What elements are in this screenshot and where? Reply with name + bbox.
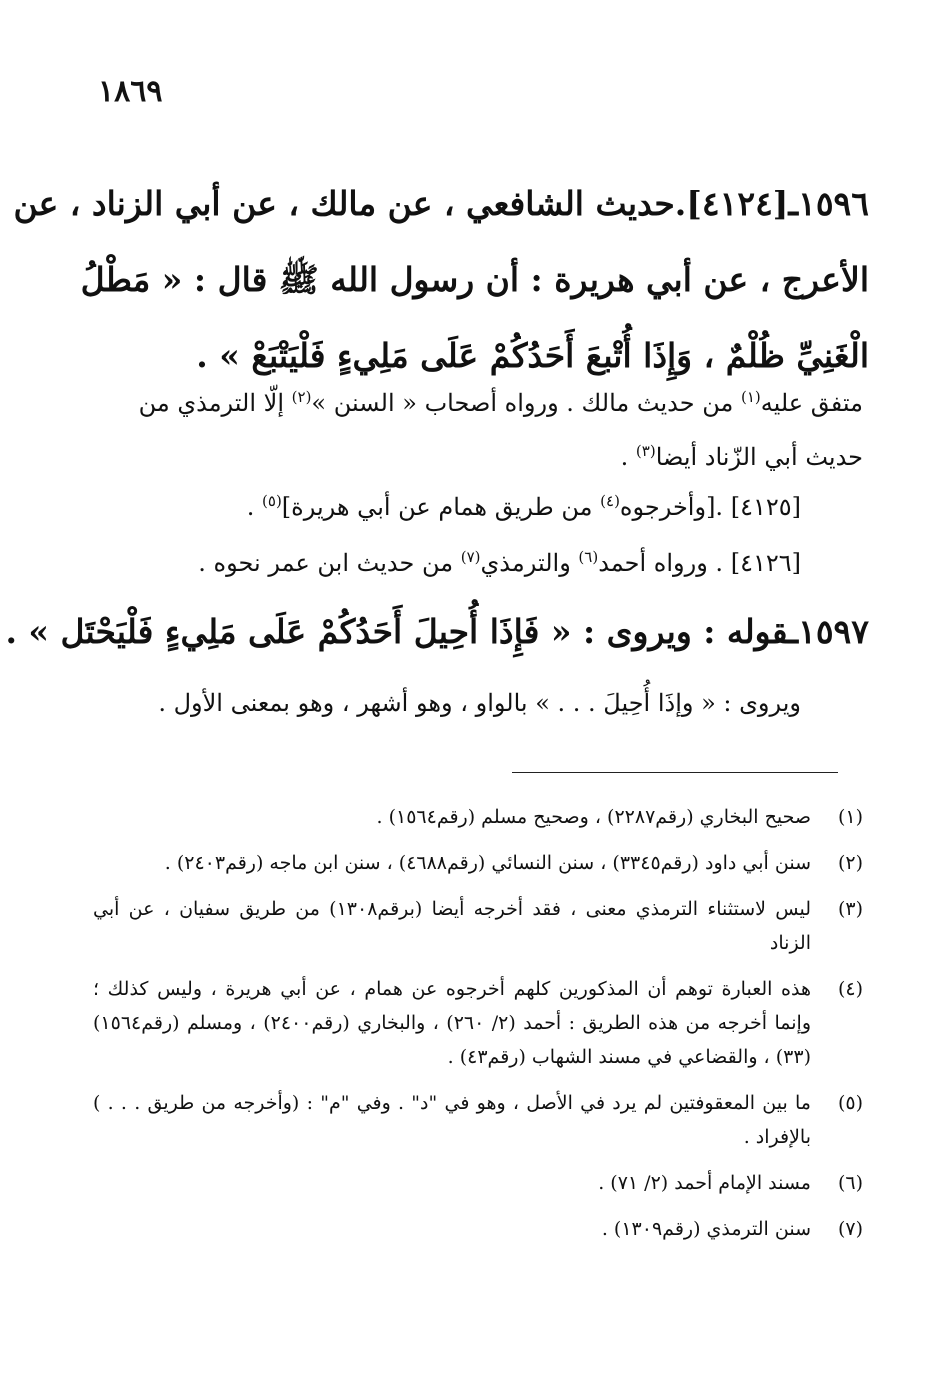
footnote-text: سنن أبي داود (رقم٣٣٤٥) ، سنن النسائي (رقم٤٦٨٨) ، سنن ابن ماجه (رقم٢٤٠٣) . [164,852,811,874]
footnote [93,1212,863,1246]
footnote-number: (٢) [837,852,863,874]
footnote-ref-6[interactable]: (٦) [578,548,599,566]
hadith-1597 [5,594,869,670]
footnote [93,800,863,834]
footnote-text: سنن الترمذي (رقم١٣٠٩) . [601,1218,811,1240]
footnote-number: (٥) [837,1092,863,1114]
hadith-1597-line-1: ١٥٩٧ـقوله : ويروى : « فَإِذَا أُحِيلَ أَحَدُكُمْ عَلَى مَلِيءٍ فَلْيَحْتَل » . [5,612,869,651]
footnote-text: هذه العبارة توهم أن المذكورين كلهم أخرجوه عن همام ، عن أبي هريرة ، وليس كذلك ؛ وإنما أخرجه من هذه الطريق : أحمد (٢/ ٢٦٠) ، والبخاري (رقم٢٤٠٠) ، ومسلم (رقم١٥٦٤) (٣٣) ، والقضاعي في مسند الشهاب (رقم٤٣) . [93,978,812,1068]
footnote-number: (٣) [837,898,863,920]
footnotes [93,800,863,1258]
footnote-ref-1[interactable]: (١) [740,388,761,406]
footnote-number: (١) [837,806,863,828]
page-number: ١٨٦٩ [98,74,163,109]
footnote-number: (٤) [837,978,863,1000]
footnote [93,846,863,880]
footnote [93,972,863,1074]
commentary-1597: ويروى : « وإذَا أُحِيلَ . . . » بالواو ، وهو أشهر ، وهو بمعنى الأول . [158,689,801,717]
footnote [93,892,863,960]
footnote-text: مسند الإمام أحمد (٢/ ٧١) . [598,1172,811,1194]
hadith-1596-line-3: الْغَنِيِّ ظُلْمٌ ، وَإِذَا أُتْبعَ أَحَدُكُمْ عَلَى مَلِيءٍ فَلْيَتْبَعْ » . [196,336,869,375]
footnote-text: ليس لاستثناء الترمذي معنى ، فقد أخرجه أيضا (برقم١٣٠٨) من طريق سفيان ، عن أبي الزناد [93,898,811,954]
hadith-1596 [13,166,869,394]
reference-4125: [٤١٢٥] .[وأخرجوه$^{(٤)}$ من طريق همام عن أبي هريرة]$^{(٥)}$ . [246,492,801,521]
footnote-divider [512,772,838,773]
footnote-ref-7[interactable]: (٧) [460,548,481,566]
footnote-text: صحيح البخاري (رقم٢٢٨٧) ، وصحيح مسلم (رقم١٥٦٤) . [376,806,811,828]
footnote-text: ما بين المعقوفتين لم يرد في الأصل ، وهو في "د" . وفي "م" : (وأخرجه من طريق . . . ) بالإفراد . [93,1092,811,1148]
footnote-ref-3[interactable]: (٣) [635,442,656,460]
footnote-ref-5[interactable]: (٥) [262,492,282,510]
footnote-number: (٦) [837,1172,863,1194]
footnote-ref-4[interactable]: (٤) [600,492,620,510]
footnote [93,1166,863,1200]
hadith-1596-line-2: الأعرج ، عن أبي هريرة : أن رسول الله ﷺ قال : « مَطْلُ [80,260,869,299]
footnote-number: (٧) [837,1218,863,1240]
commentary-1596: متفق عليه$^{(١)}$ من حديث مالك . ورواه أصحاب « السنن »$^{(٢)}$ إلّا الترمذي من حديث أبي الزّناد أيضا$^{(٣)}$ . [138,388,863,471]
reference-4126: [٤١٢٦] . ورواه أحمد$^{(٦)}$ والترمذي$^{(٧)}$ من حديث ابن عمر نحوه . [198,548,801,577]
footnote-ref-2[interactable]: (٢) [291,388,312,406]
hadith-1596-line-1: ١٥٩٦ـ[٤١٢٤].حديث الشافعي ، عن مالك ، عن أبي الزناد ، عن [13,184,869,223]
footnote [93,1086,863,1154]
